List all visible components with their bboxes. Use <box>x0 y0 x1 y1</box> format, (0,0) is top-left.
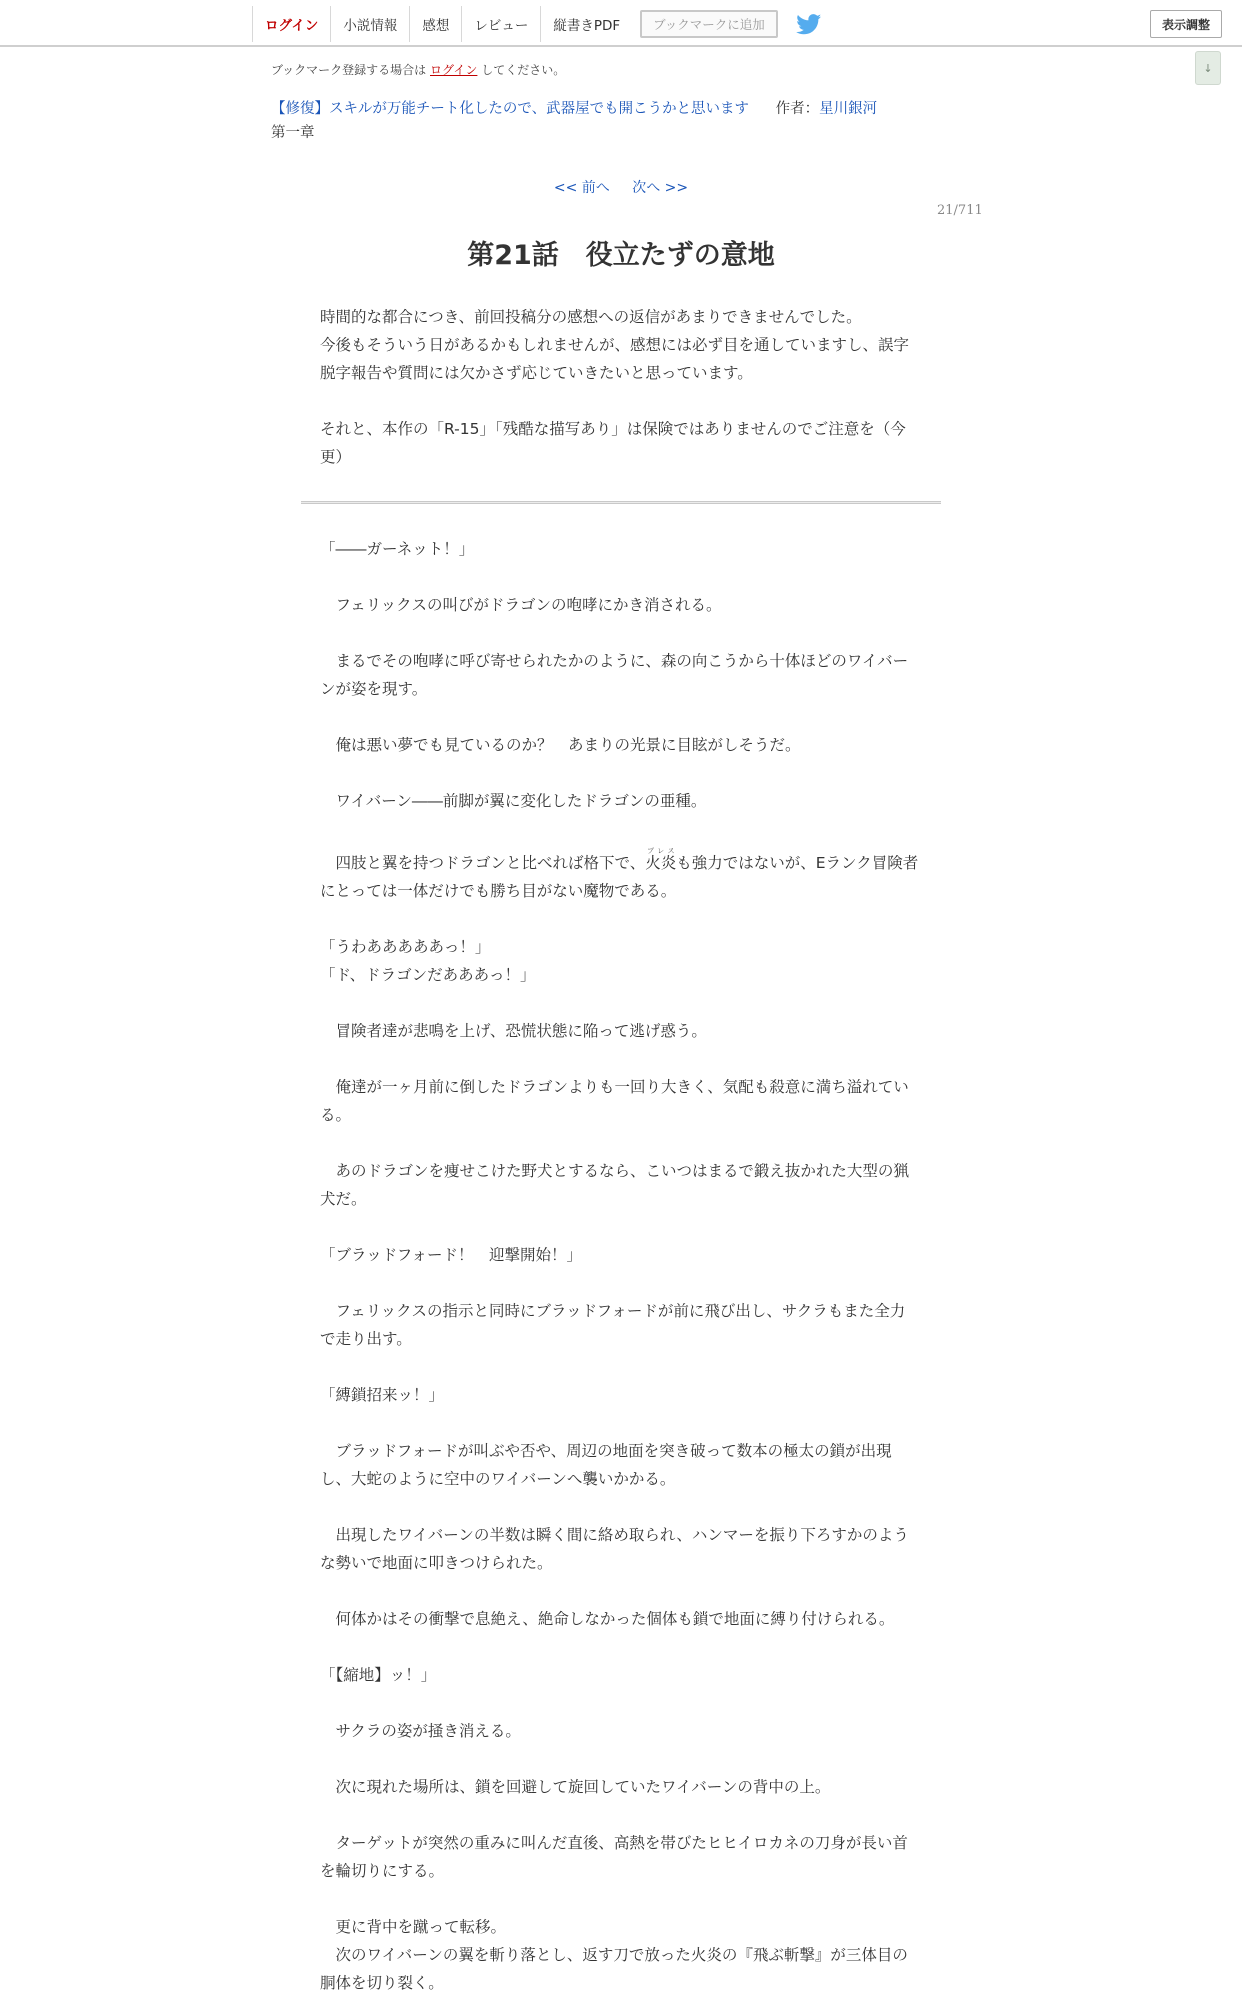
body-line: 更に背中を蹴って転移。 <box>320 1918 507 1936</box>
body-line: ターゲットが突然の重みに叫んだ直後、高熱を帯びたヒヒイロカネの刀身が長い首を輪切りにする。 <box>320 1834 908 1880</box>
ruby-base: 火炎 <box>645 854 677 872</box>
blank-line <box>320 815 920 843</box>
blank-line <box>320 703 920 731</box>
body-line: フェリックスの叫びがドラゴンの咆哮にかき消される。 <box>320 596 722 614</box>
preface-paragraph: それと、本作の「R-15」「残酷な描写あり」は保険ではありませんのでご注意を（今更） <box>320 420 906 466</box>
episode-title: 第21話 役立たずの意地 <box>467 240 775 271</box>
episode-counter: 21/711 <box>937 203 983 218</box>
bookmark-notice-pre: ブックマーク登録する場合は <box>271 63 427 77</box>
pager <box>0 177 1242 197</box>
next-link[interactable]: 次へ >> <box>632 180 689 196</box>
preface-separator <box>301 501 941 504</box>
novel-info-line <box>271 97 877 118</box>
body-line: 冒険者達が悲鳴を上げ、恐慌状態に陥って逃げ惑う。 <box>320 1022 707 1040</box>
body-line <box>320 847 920 905</box>
blank-line <box>320 1045 920 1073</box>
scroll-down-button[interactable]: ↓ <box>1195 51 1221 85</box>
blank-line <box>320 905 920 933</box>
body-text: も強力ではないが、Eランク冒険者にとっては一体だけでも勝ち目がない魔物である。 <box>320 854 919 900</box>
body-line: 「ブラッドフォード！ 迎撃開始！」 <box>320 1246 582 1264</box>
bookmark-notice-login-link[interactable]: ログイン <box>430 63 478 77</box>
blank-line <box>320 989 920 1017</box>
twitter-wrap <box>778 6 822 42</box>
bookmark-add-button[interactable]: ブックマークに追加 <box>640 10 778 38</box>
author-link[interactable]: 星川銀河 <box>819 101 878 117</box>
body-line: あのドラゴンを痩せこけた野犬とするなら、こいつはまるで鍛え抜かれた大型の猟犬だ。 <box>320 1162 909 1208</box>
body-line: 次に現れた場所は、鎖を回避して旋回していたワイバーンの背中の上。 <box>320 1778 831 1796</box>
preface-paragraph: 時間的な都合につき、前回投稿分の感想への返信があまりできませんでした。 <box>320 308 862 326</box>
nav-vertical-pdf[interactable]: 縦書きPDF <box>553 18 621 34</box>
body-line: 次のワイバーンの翼を斬り落とし、返す刀で放った火炎の『飛ぶ斬撃』が三体目の胴体を切り裂く。 <box>320 1946 908 1992</box>
body-line: フェリックスの指示と同時にブラッドフォードが前に飛び出し、サクラもまた全力で走り出す。 <box>320 1302 906 1348</box>
blank-line <box>320 1633 920 1661</box>
nav-review[interactable]: レビュー <box>462 6 541 42</box>
top-nav <box>0 0 1242 47</box>
preface-paragraph: 今後もそういう日があるかもしれませんが、感想には必ず目を通していますし、誤字脱字報告や質問には欠かさず応じていきたいと思っています。 <box>320 336 910 382</box>
body-line: まるでその咆哮に呼び寄せられたかのように、森の向こうから十体ほどのワイバーンが姿を現す。 <box>320 652 909 698</box>
body-text: 四肢と翼を持つドラゴンと比べれば格下で、 <box>320 854 646 872</box>
bookmark-add-wrap <box>632 6 778 42</box>
blank-line <box>320 1801 920 1829</box>
blank-line <box>320 1129 920 1157</box>
body-line: 「縛鎖招来ッ！」 <box>320 1386 445 1404</box>
author-label: 作者： <box>775 101 820 117</box>
twitter-icon[interactable] <box>796 13 822 35</box>
body-line: 「ド、ドラゴンだあああっ！」 <box>320 966 536 984</box>
display-adjust-button[interactable]: 表示調整 <box>1150 10 1222 38</box>
body-line: サクラの姿が掻き消える。 <box>320 1722 521 1740</box>
bookmark-notice <box>271 61 565 78</box>
nav-login[interactable]: ログイン <box>252 6 331 42</box>
novel-title-link[interactable]: 【修復】スキルが万能チート化したので、武器屋でも開こうかと思います <box>271 101 750 117</box>
ruby-text <box>645 847 677 872</box>
blank-line <box>320 1689 920 1717</box>
blank-line <box>320 1353 920 1381</box>
preface <box>320 303 920 471</box>
nav-novel-info[interactable]: 小説情報 <box>331 6 410 42</box>
blank-line <box>320 1269 920 1297</box>
body-line: 俺達が一ヶ月前に倒したドラゴンよりも一回り大きく、気配も殺意に満ち溢れている。 <box>320 1078 909 1124</box>
blank-line <box>320 1409 920 1437</box>
body-line: 「うわあああああっ！」 <box>320 938 491 956</box>
body-line: 何体かはその衝撃で息絶え、絶命しなかった個体も鎖で地面に縛り付けられる。 <box>320 1610 895 1628</box>
body-line: 出現したワイバーンの半数は瞬く間に絡め取られ、ハンマーを振り下ろすかのような勢いで地面に叩きつけられた。 <box>320 1526 909 1572</box>
blank-line <box>320 563 920 591</box>
body-line: 俺は悪い夢でも見ているのか？ あまりの光景に目眩がしそうだ。 <box>320 736 801 754</box>
blank-line <box>320 1745 920 1773</box>
blank-line <box>320 619 920 647</box>
bookmark-notice-post: してください。 <box>481 63 566 77</box>
blank-line <box>320 759 920 787</box>
body-line: 「――ガーネット！」 <box>320 540 475 558</box>
ruby-reading: ブレス <box>645 847 677 855</box>
blank-line <box>320 1213 920 1241</box>
body-line: ブラッドフォードが叫ぶや否や、周辺の地面を突き破って数本の極太の鎖が出現し、大蛇のように空中のワイバーンへ襲いかかる。 <box>320 1442 892 1488</box>
nav-impressions[interactable]: 感想 <box>410 6 462 42</box>
blank-line <box>320 1885 920 1913</box>
chapter-title: 第一章 <box>271 125 315 141</box>
body-line: 「【縮地】ッ！」 <box>320 1666 437 1684</box>
blank-line <box>320 1577 920 1605</box>
novel-body <box>320 535 920 1997</box>
nav-list <box>252 6 822 42</box>
blank-line <box>320 1493 920 1521</box>
prev-link[interactable]: << 前へ <box>553 180 610 196</box>
body-line: ワイバーン――前脚が翼に変化したドラゴンの亜種。 <box>320 792 707 810</box>
